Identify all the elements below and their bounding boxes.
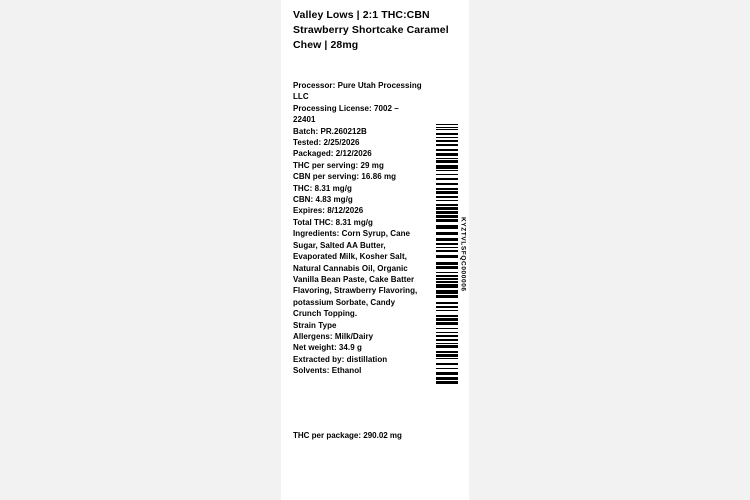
label-field: Extracted by: distillation xyxy=(293,354,388,364)
label-field: Allergens: Milk/Dairy xyxy=(293,331,374,341)
label-field: Packaged: 2/12/2026 xyxy=(293,149,372,159)
label-field: CBN per serving: 16.86 mg xyxy=(293,172,397,182)
label-content xyxy=(293,0,465,500)
label-field: Total THC: 8.31 mg/g xyxy=(293,217,373,227)
label-field: Strain Type xyxy=(293,320,337,330)
label-field: Batch: PR.260212B xyxy=(293,126,367,136)
thc-per-package: THC per package: 290.02 mg xyxy=(293,431,402,440)
label-field: Processor: Pure Utah Processing LLC xyxy=(293,81,422,102)
label-field: Tested: 2/25/2026 xyxy=(293,138,360,148)
label-field-ingredients: Ingredients: Corn Syrup, Cane Sugar, Salted AA Butter, Evaporated Milk, Kosher Salt, Natural Cannabis Oil, Organic Vanilla Bean Paste, Cake Batter Flavoring, Strawberry Flavoring, potassium Sorbate, Candy Crunch Topping. xyxy=(293,229,418,319)
product-label-sheet xyxy=(281,0,469,500)
product-title: Valley Lows | 2:1 THC:CBN Strawberry Shortcake Caramel Chew | 28mg xyxy=(293,9,449,51)
barcode-text: KYZTVLSFQC000006 xyxy=(459,216,467,292)
barcode-bars xyxy=(436,124,458,384)
label-field: CBN: 4.83 mg/g xyxy=(293,195,353,205)
label-field: Net weight: 34.9 g xyxy=(293,343,362,353)
label-field: Processing License: 7002 – 22401 xyxy=(293,103,399,125)
barcode xyxy=(436,124,466,384)
label-field: THC per serving: 29 mg xyxy=(293,160,384,170)
label-field: Solvents: Ethanol xyxy=(293,366,362,376)
label-field: Expires: 8/12/2026 xyxy=(293,206,364,216)
label-details-block xyxy=(293,80,423,377)
label-field: THC: 8.31 mg/g xyxy=(293,183,352,193)
